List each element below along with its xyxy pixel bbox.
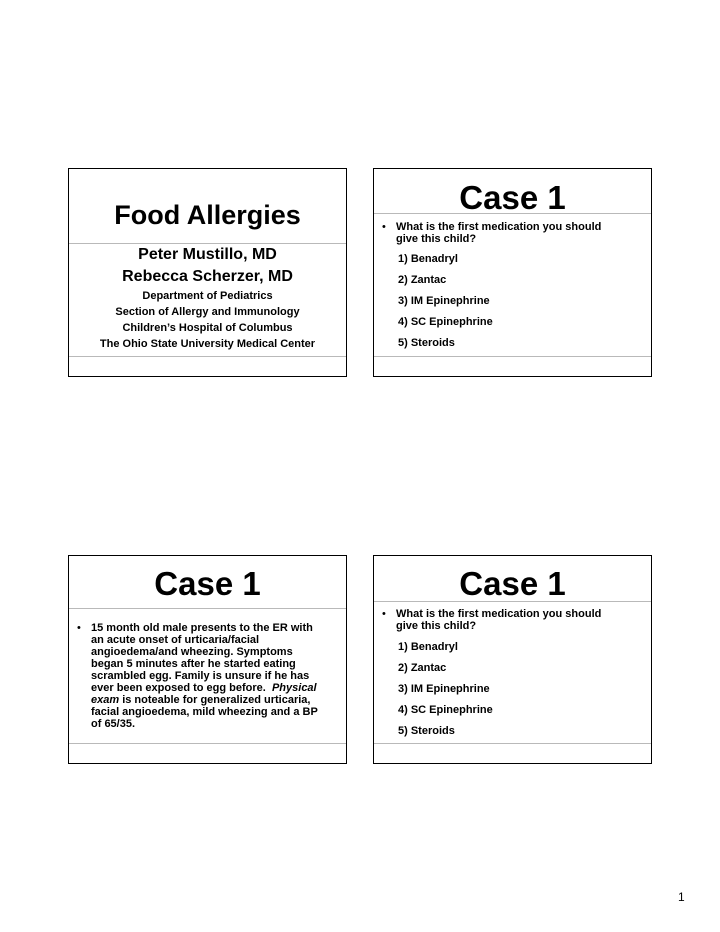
slide-case-question (373, 555, 652, 764)
title-divider (69, 243, 346, 244)
title-divider (374, 213, 651, 214)
section-text: Section of Allergy and Immunology (115, 306, 300, 318)
slide-title-food-allergies (68, 168, 347, 377)
option-item: 2) Zantac (398, 274, 447, 286)
author-name: Peter Mustillo, MD (138, 246, 277, 263)
slide-title: Case 1 (154, 565, 261, 602)
description-line: 15 month old male presents to the ER with (91, 622, 313, 634)
question-line: What is the first medication you should (396, 221, 602, 233)
footer-divider (69, 356, 346, 357)
description-line: angioedema/and wheezing. Symptoms (91, 646, 293, 658)
footer-divider (374, 743, 651, 744)
option-item: 5) Steroids (398, 725, 455, 737)
bullet-dot: • (382, 608, 386, 620)
slide-title: Case 1 (459, 565, 566, 602)
description-emphasis: Physical (271, 682, 317, 694)
option-item: 2) Zantac (398, 662, 447, 674)
slide-title: Case 1 (459, 179, 566, 216)
description-line: facial angioedema, mild wheezing and a BP (91, 706, 318, 718)
description-line: of 65/35. (91, 718, 136, 730)
hospital-text: Children’s Hospital of Columbus (122, 322, 293, 334)
title-divider (69, 608, 346, 609)
bullet-dot: • (382, 221, 386, 233)
department-text: Department of Pediatrics (142, 290, 273, 302)
option-item: 3) IM Epinephrine (398, 295, 490, 307)
description-line: scrambled egg. Family is unsure if he has (91, 670, 310, 682)
option-item: 3) IM Epinephrine (398, 683, 490, 695)
description-line: is noteable for generalized urticaria, (122, 694, 311, 706)
institution-text: The Ohio State University Medical Center (99, 338, 316, 350)
description-line: an acute onset of urticaria/facial (91, 634, 260, 646)
option-item: 1) Benadryl (398, 253, 458, 265)
title-divider (374, 601, 651, 602)
bullet-dot: • (77, 622, 81, 634)
option-item: 4) SC Epinephrine (398, 316, 493, 328)
description-line: began 5 minutes after he started eating (91, 658, 296, 670)
option-item: 4) SC Epinephrine (398, 704, 493, 716)
footer-divider (69, 743, 346, 744)
footer-divider (374, 356, 651, 357)
slide-case-question (373, 168, 652, 377)
question-line: give this child? (396, 620, 477, 632)
slide-case-description (68, 555, 347, 764)
author-name: Rebecca Scherzer, MD (122, 268, 293, 285)
option-item: 1) Benadryl (398, 641, 458, 653)
page-number: 1 (678, 890, 685, 904)
slide-title: Food Allergies (114, 200, 301, 230)
description-emphasis: exam (91, 694, 120, 706)
question-line: give this child? (396, 233, 477, 245)
option-item: 5) Steroids (398, 337, 455, 349)
description-line: ever been exposed to egg before. (91, 682, 266, 694)
question-line: What is the first medication you should (396, 608, 602, 620)
